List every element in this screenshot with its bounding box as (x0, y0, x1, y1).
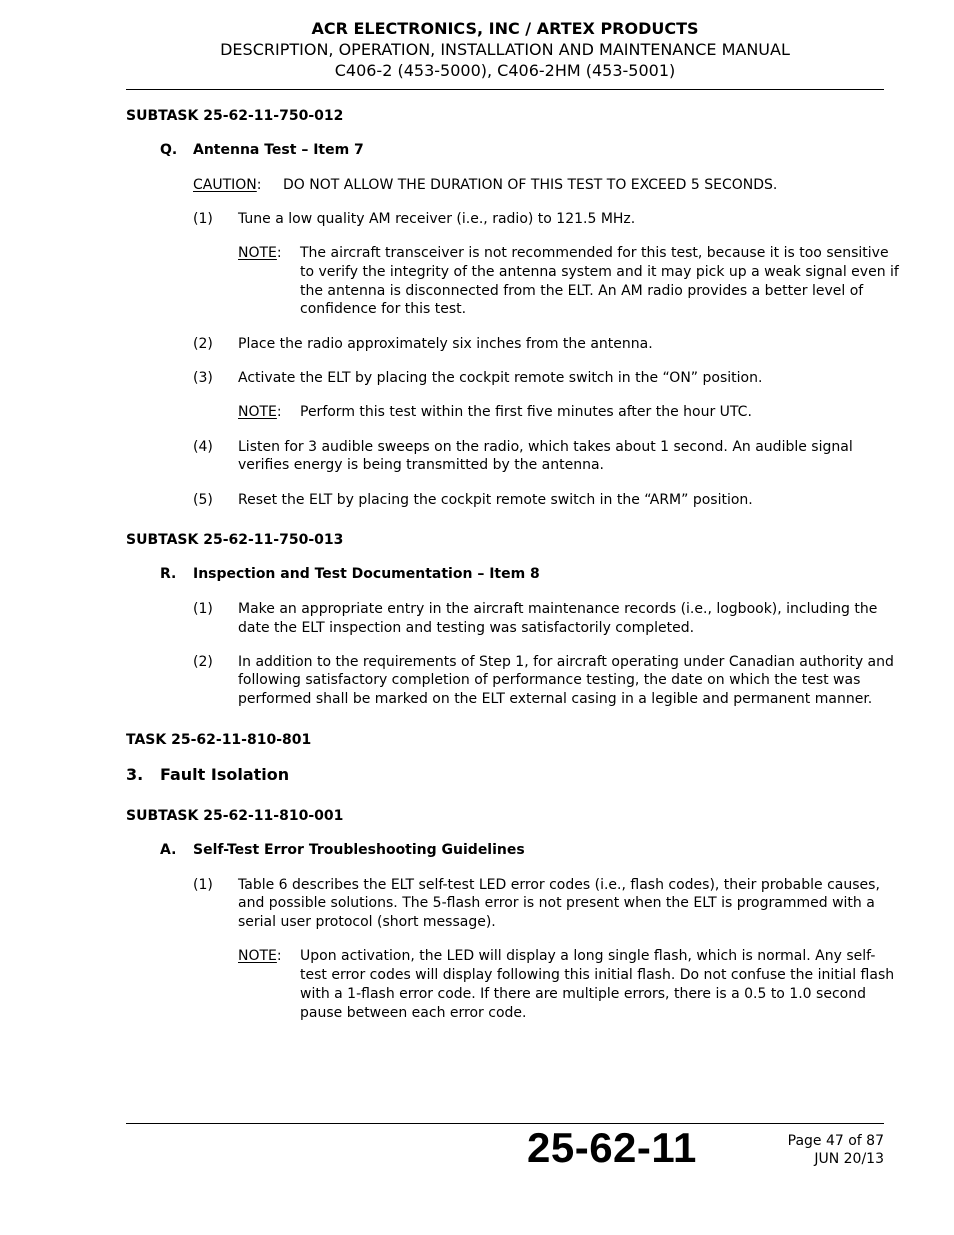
step-text: performed shall be marked on the ELT external casing in a legible and permanent manner. (238, 691, 873, 707)
step-text: Tune a low quality AM receiver (i.e., radio) to 121.5 MHz. (238, 211, 636, 227)
caution-text: DO NOT ALLOW THE DURATION OF THIS TEST TO EXCEED 5 SECONDS. (283, 177, 778, 193)
header-company: ACR ELECTRONICS, INC / ARTEX PRODUCTS (311, 19, 699, 38)
note-line: The aircraft transceiver is not recommended for this test, because it is too sensitive (300, 245, 889, 261)
section-title: Fault Isolation (160, 765, 290, 784)
note-label: NOTE: (238, 404, 282, 420)
step-number: (4) (193, 439, 213, 455)
subtask-heading: SUBTASK 25-62-11-750-013 (126, 532, 344, 548)
header-rule (126, 89, 884, 90)
note-line: Perform this test within the first five minutes after the hour UTC. (300, 404, 752, 420)
subtask-heading: SUBTASK 25-62-11-810-001 (126, 808, 344, 824)
step-text: date the ELT inspection and testing was satisfactorily completed. (238, 620, 695, 636)
section-number: 3. (126, 765, 144, 784)
step-text: serial user protocol (short message). (238, 914, 496, 930)
note-line: pause between each error code. (300, 1005, 527, 1021)
step-text: Reset the ELT by placing the cockpit remote switch in the “ARM” position. (238, 492, 753, 508)
header-models: C406-2 (453-5000), C406-2HM (453-5001) (334, 61, 676, 80)
step-number: (3) (193, 370, 213, 386)
step-text: Listen for 3 audible sweeps on the radio, which takes about 1 second. An audible signal (238, 439, 853, 455)
subtask-heading: SUBTASK 25-62-11-750-012 (126, 108, 344, 124)
step-text: Activate the ELT by placing the cockpit remote switch in the “ON” position. (238, 370, 763, 386)
note-line: test error codes will display following this initial flash. Do not confuse the initial flash (300, 967, 895, 983)
header-manual-title: DESCRIPTION, OPERATION, INSTALLATION AND MAINTENANCE MANUAL (220, 40, 790, 59)
task-heading: TASK 25-62-11-810-801 (126, 732, 312, 748)
note-line: with a 1-flash error code. If there are multiple errors, there is a 0.5 to 1.0 second (300, 986, 866, 1002)
step-number: (1) (193, 601, 213, 617)
note-label: NOTE: (238, 948, 282, 964)
step-number: (2) (193, 336, 213, 352)
note-line: the antenna is disconnected from the ELT. An AM radio provides a better level of (300, 283, 864, 299)
section-letter: Q. (160, 142, 178, 158)
step-text: following satisfactory completion of performance testing, the date on which the test was (238, 672, 861, 688)
step-text: verifies energy is being transmitted by the antenna. (238, 457, 605, 473)
step-number: (2) (193, 654, 213, 670)
section-title: Self-Test Error Troubleshooting Guidelines (193, 842, 525, 858)
step-text: Make an appropriate entry in the aircraft maintenance records (i.e., logbook), including the (238, 601, 878, 617)
step-number: (1) (193, 877, 213, 893)
page-number: Page 47 of 87 (787, 1133, 884, 1149)
step-number: (1) (193, 211, 213, 227)
revision-date: JUN 20/13 (814, 1151, 884, 1167)
note-label: NOTE: (238, 245, 282, 261)
step-text: Table 6 describes the ELT self-test LED error codes (i.e., flash codes), their probable causes, (238, 877, 880, 893)
note-line: to verify the integrity of the antenna system and it may pick up a weak signal even if (300, 264, 899, 280)
document-code: 25-62-11 (527, 1124, 697, 1171)
caution-label: CAUTION: (193, 177, 262, 193)
note-line: Upon activation, the LED will display a long single flash, which is normal. Any self- (300, 948, 876, 964)
section-letter: A. (160, 842, 177, 858)
step-text: and possible solutions. The 5-flash error is not present when the ELT is programmed with a (238, 895, 875, 911)
step-text: Place the radio approximately six inches from the antenna. (238, 336, 653, 352)
footer-rule (126, 1123, 884, 1124)
section-title: Antenna Test – Item 7 (193, 142, 364, 158)
step-text: In addition to the requirements of Step 1, for aircraft operating under Canadian authority and (238, 654, 894, 670)
section-title: Inspection and Test Documentation – Item 8 (193, 566, 540, 582)
step-number: (5) (193, 492, 213, 508)
note-line: confidence for this test. (300, 301, 467, 317)
section-letter: R. (160, 566, 177, 582)
